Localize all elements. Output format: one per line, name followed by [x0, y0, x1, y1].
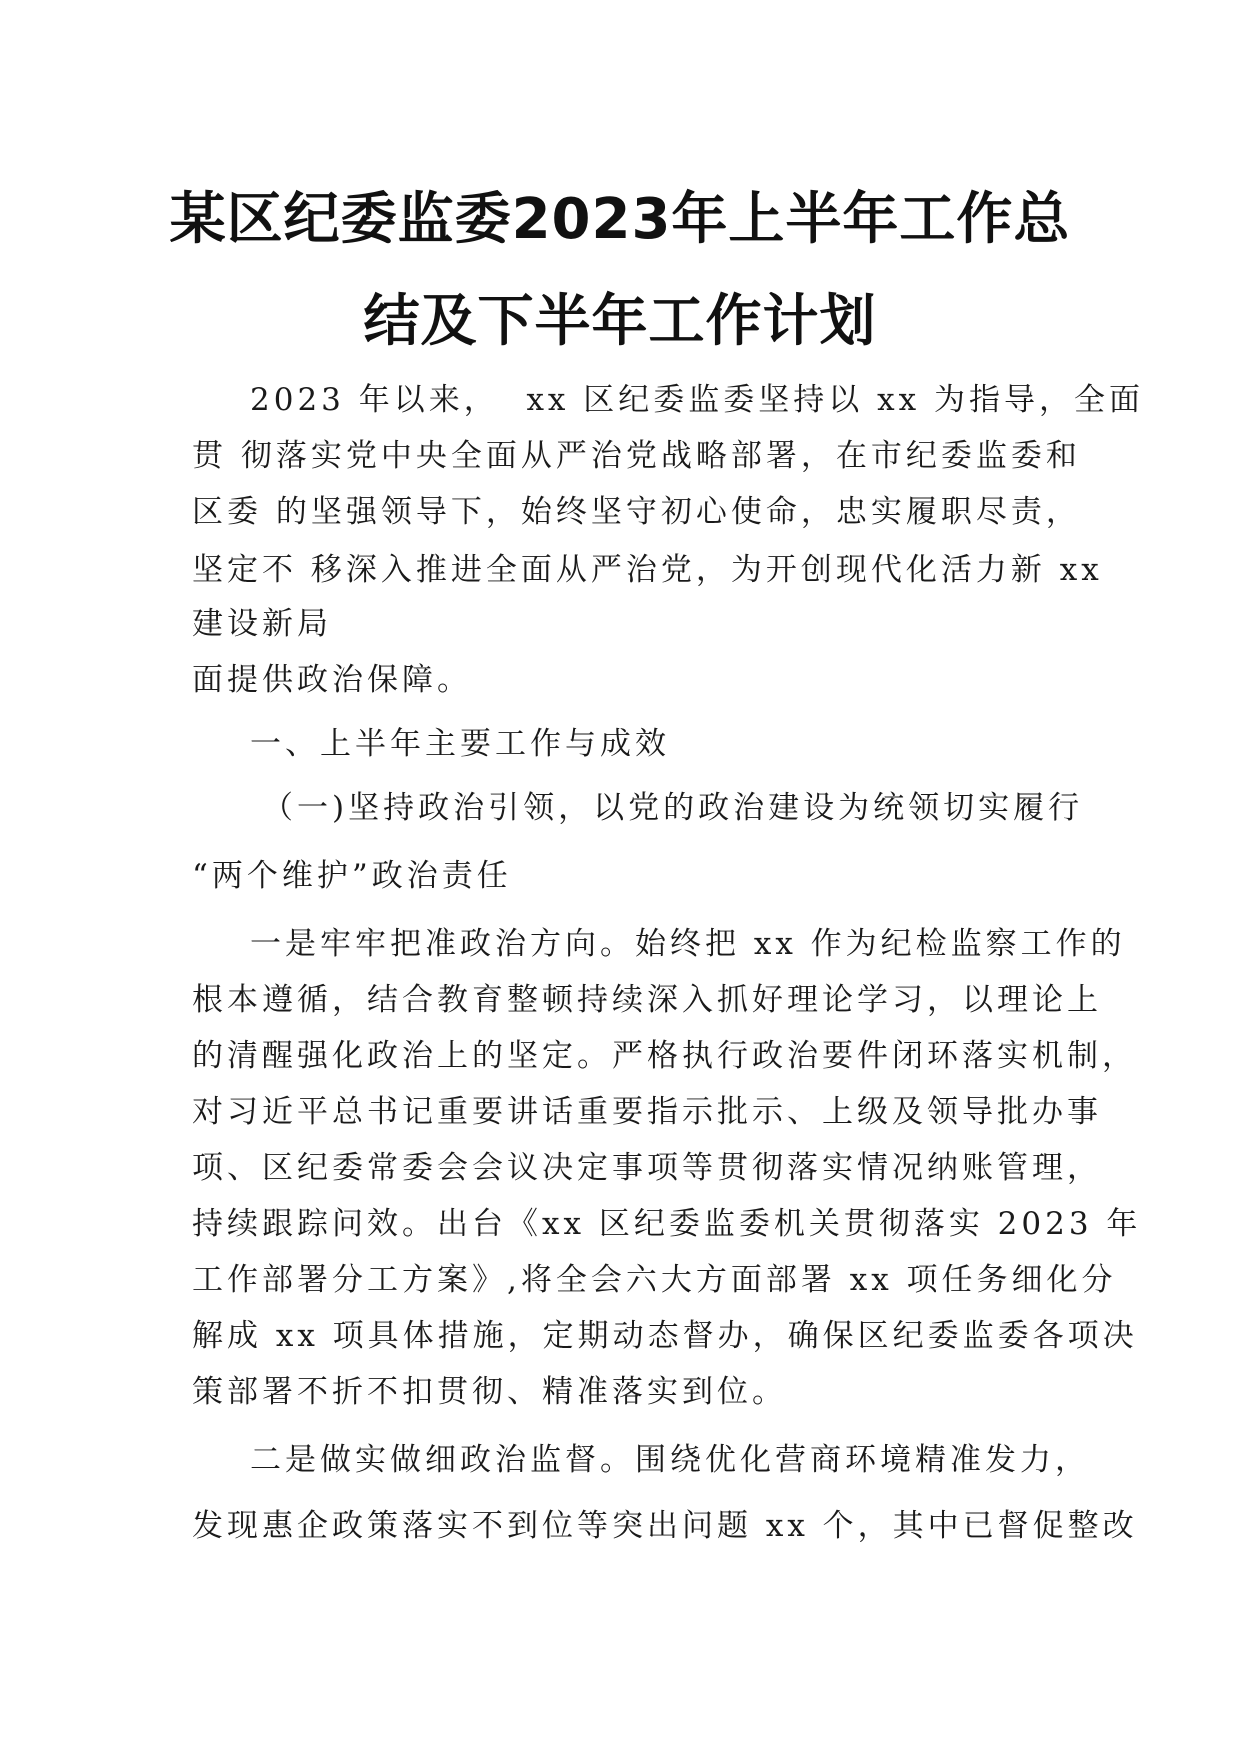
body-line: 贯 彻落实党中央全面从严治党战略部署，在市纪委监委和: [192, 438, 1081, 474]
body-line: 发现惠企政策落实不到位等突出问题 xx 个，其中已督促整改: [192, 1508, 1138, 1544]
body-line: 持续跟踪问效。出台《xx 区纪委监委机关贯彻落实 2023 年: [192, 1206, 1142, 1242]
body-line: 项、区纪委常委会会议决定事项等贯彻落实情况纳账管理，: [192, 1150, 1102, 1186]
subsection-heading-cont: “两个维护”政治责任: [192, 858, 512, 894]
body-line: 工作部署分工方案》,将全会六大方面部署 xx 项任务细化分: [192, 1262, 1117, 1298]
section-heading: 一、上半年主要工作与成效: [250, 726, 670, 762]
body-line: 一是牢牢把准政治方向。始终把 xx 作为纪检监察工作的: [250, 926, 1126, 962]
body-line: 区委 的坚强领导下，始终坚守初心使命，忠实履职尽责，: [192, 494, 1081, 530]
body-line: 解成 xx 项具体措施，定期动态督办，确保区纪委监委各项决: [192, 1318, 1138, 1354]
body-line: 策部署不折不扣贯彻、精准落实到位。: [192, 1374, 787, 1410]
body-line: 根本遵循，结合教育整顿持续深入抓好理论学习，以理论上: [192, 982, 1102, 1018]
body-line: 2023 年以来， xx 区纪委监委坚持以 xx 为指导，全面: [250, 382, 1144, 418]
document-title-line-1: 某区纪委监委2023年上半年工作总: [169, 187, 1071, 252]
body-line: 坚定不 移深入推进全面从严治党，为开创现代化活力新 xx: [192, 552, 1103, 588]
document-title-line-2: 结及下半年工作计划: [363, 289, 877, 354]
body-line: 面提供政治保障。: [192, 662, 472, 698]
body-line: 二是做实做细政治监督。围绕优化营商环境精准发力，: [250, 1442, 1090, 1478]
body-line: 对习近平总书记重要讲话重要指示批示、上级及领导批办事: [192, 1094, 1102, 1130]
subsection-heading: （一)坚持政治引领，以党的政治建设为统领切实履行: [262, 790, 1084, 826]
body-line: 建设新局: [192, 606, 332, 642]
body-line: 的清醒强化政治上的坚定。严格执行政治要件闭环落实机制，: [192, 1038, 1137, 1074]
